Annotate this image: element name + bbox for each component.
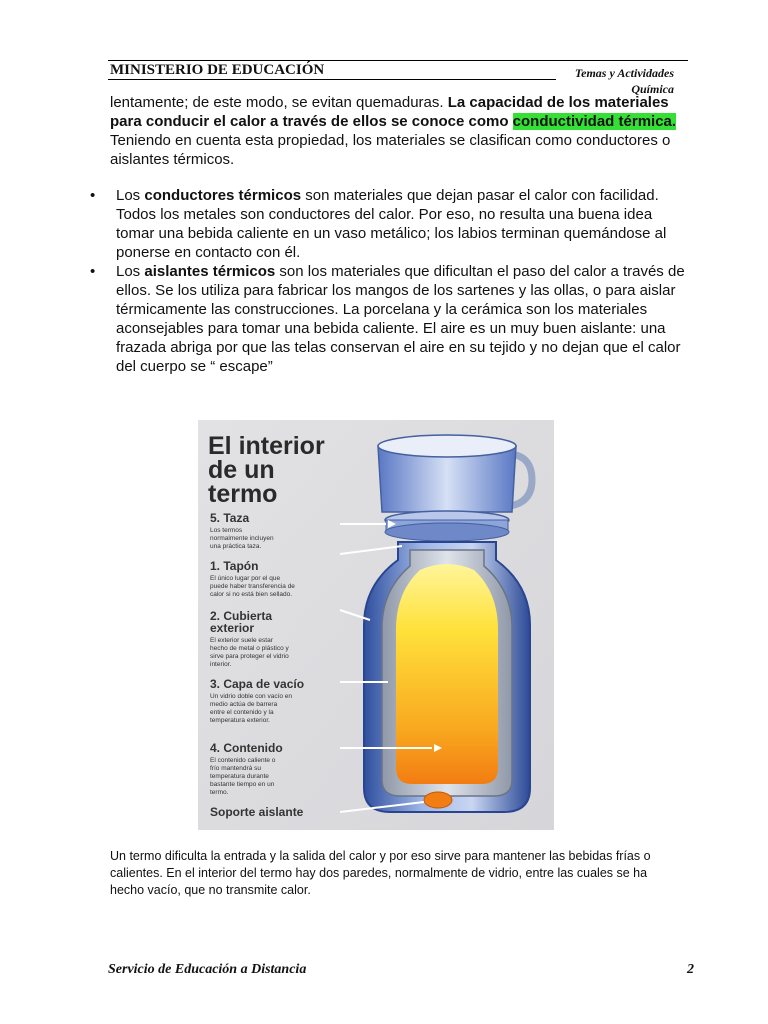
- header-topic-line2: Química: [631, 82, 674, 96]
- page-number: 2: [687, 962, 694, 977]
- intro-paragraph: [110, 93, 690, 169]
- svg-text:frío mantendrá su: frío mantendrá su: [210, 765, 261, 772]
- svg-text:3. Capa de vacío: 3. Capa de vacío: [210, 677, 305, 691]
- svg-text:normalmente incluyen: normalmente incluyen: [210, 535, 274, 542]
- svg-text:El interior: El interior: [208, 432, 325, 460]
- intro-bold-text: La capacidad de los materiales para conducir el calor a través de ellos se conoce como: [110, 94, 669, 130]
- svg-text:hecho de metal o plástico y: hecho de metal o plástico y: [210, 645, 289, 652]
- list-item: • Los conductores térmicos son materiales que dejan pasar el calor con facilidad. Todos los metales son conductores del calor. Por eso, no resulta una buena idea tomar una bebida caliente en un vaso metálico; los labios terminan quemándose al ponerse en contacto con él.: [90, 187, 667, 261]
- list-item: • Los aislantes térmicos son los materiales que dificultan el paso del calor a través de ellos. Se los utiliza para fabricar los mangos de los sartenes y las ollas, o para aislar térmicamente las construcciones. La porcelana y la cerámica son los materiales aconsejables para tomar una bebida caliente. El aire es un muy buen aislante: una frazada abriga por que las telas conservan el aire en su tejido y no dejan que el calor del cuerpo se “ escape”: [90, 263, 685, 375]
- svg-text:Soporte aislante: Soporte aislante: [210, 805, 304, 819]
- svg-text:El contenido caliente o: El contenido caliente o: [210, 757, 276, 764]
- term-aislantes: aislantes térmicos: [144, 263, 276, 280]
- header-topic-line1: Temas y Actividades: [574, 66, 674, 80]
- thermos-figure: [198, 420, 554, 830]
- bullet-dot: •: [90, 263, 96, 280]
- label-soporte: [210, 805, 304, 819]
- svg-text:entre el contenido y la: entre el contenido y la: [210, 709, 274, 716]
- figure-caption: Un termo dificulta la entrada y la salida del calor y por eso sirve para mantener las bebidas frías o calientes. En el interior del termo hay dos paredes, normalmente de vidrio, entre las cuales se ha hecho vacío, que no transmite calor.: [110, 849, 651, 897]
- insulating-support: [424, 792, 452, 808]
- svg-text:sirve para proteger el vidrio: sirve para proteger el vidrio: [210, 653, 289, 660]
- svg-text:termo.: termo.: [210, 789, 229, 796]
- svg-text:temperatura exterior.: temperatura exterior.: [210, 717, 270, 724]
- page-footer: [108, 962, 694, 984]
- svg-text:El único lugar por el que: El único lugar por el que: [210, 575, 281, 582]
- svg-text:de un: de un: [208, 456, 275, 484]
- svg-text:2. Cubierta: 2. Cubierta: [210, 609, 273, 623]
- svg-text:4. Contenido: 4. Contenido: [210, 741, 283, 755]
- intro-text-2: Teniendo en cuenta esta propiedad, los materiales se clasifican como conductores o aislantes térmicos.: [110, 132, 671, 168]
- page-header: [108, 60, 688, 95]
- cup-illustration: [378, 435, 532, 512]
- svg-text:termo: termo: [208, 480, 278, 508]
- intro-text-1: lentamente; de este modo, se evitan quemaduras.: [110, 94, 448, 111]
- svg-text:una práctica taza.: una práctica taza.: [210, 543, 262, 550]
- svg-text:El exterior suele estar: El exterior suele estar: [210, 637, 273, 644]
- term-conductores: conductores térmicos: [144, 187, 302, 204]
- svg-text:1. Tapón: 1. Tapón: [210, 559, 259, 573]
- stopper-illustration: [385, 511, 509, 541]
- svg-text:calor si no está bien sellado.: calor si no está bien sellado.: [210, 591, 293, 598]
- svg-text:interior.: interior.: [210, 661, 232, 668]
- header-ministry: MINISTERIO DE EDUCACIÓN: [110, 62, 325, 78]
- svg-text:Los termos: Los termos: [210, 527, 243, 534]
- svg-text:temperatura durante: temperatura durante: [210, 773, 269, 780]
- footer-service: Servicio de Educación a Distancia: [108, 962, 307, 977]
- svg-text:bastante tiempo en un: bastante tiempo en un: [210, 781, 275, 788]
- svg-text:exterior: exterior: [210, 621, 255, 635]
- bullet-list: [90, 186, 690, 376]
- svg-text:Un vidrio doble con vacío en: Un vidrio doble con vacío en: [210, 693, 293, 700]
- svg-text:puede haber transferencia de: puede haber transferencia de: [210, 583, 295, 590]
- header-rule: [108, 79, 556, 80]
- intro-highlight: conductividad térmica.: [512, 113, 677, 130]
- svg-text:medio actúa de barrera: medio actúa de barrera: [210, 701, 278, 708]
- bullet-dot: •: [90, 187, 96, 204]
- bottle-content: [396, 564, 498, 784]
- svg-text:5. Taza: 5. Taza: [210, 511, 250, 525]
